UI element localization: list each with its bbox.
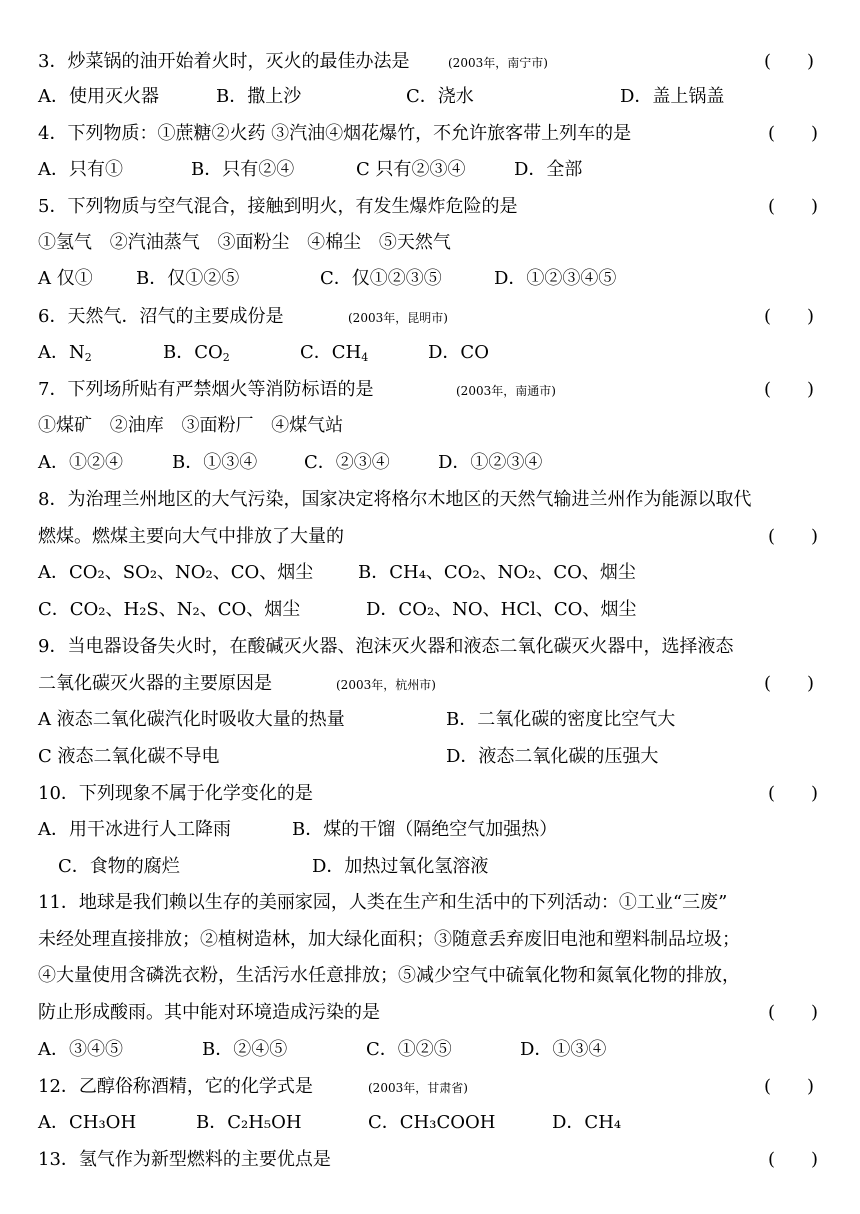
q12-stem-line [38, 1072, 830, 1102]
q7-option-b: B．①③④ [172, 452, 258, 473]
q12-answer-bracket: ( ) [764, 1076, 815, 1097]
q9-option-b: B．二氧化碳的密度比空气大 [446, 709, 676, 730]
q4-option-a: A．只有① [38, 159, 123, 180]
q8-option-c: C．CO₂、H₂S、N₂、CO、烟尘 [38, 599, 301, 620]
q5-option-b: B．仅①②⑤ [136, 268, 240, 289]
q13-answer-bracket: ( ) [768, 1149, 819, 1170]
q6-stem: 6．天然气．沼气的主要成份是 [38, 306, 284, 327]
q7-option-c: C．②③④ [304, 452, 390, 473]
q4-stem: 4．下列物质：①蔗糖②火药 ③汽油④烟花爆竹，不允许旅客带上列车的是 [38, 123, 632, 144]
q11-answer-bracket: ( ) [768, 1002, 819, 1023]
q7-source: (2003年，南通市) [456, 384, 556, 398]
q11-stem-line-1 [38, 888, 830, 918]
q9-answer-bracket: ( ) [764, 673, 815, 694]
q3-source: (2003年，南宁市) [448, 56, 548, 70]
q8-stem-line-2 [38, 522, 830, 552]
q12-options [38, 1108, 830, 1138]
q3-option-c: C．浇水 [406, 86, 474, 107]
q8-stem-line-1 [38, 485, 830, 515]
q3-option-b: B．撒上沙 [216, 86, 302, 107]
q9-option-a: A 液态二氧化碳汽化时吸收大量的热量 [38, 709, 345, 730]
q5-items [38, 228, 830, 258]
q10-stem-line [38, 779, 830, 809]
q10-option-d: D．加热过氧化氢溶液 [312, 856, 489, 877]
q11-stem-3: ④大量使用含磷洗衣粉，生活污水任意排放；⑤减少空气中硫氧化物和氮氧化物的排放， [38, 965, 740, 986]
q7-options [38, 448, 830, 478]
q6-source: (2003年，昆明市) [348, 311, 448, 325]
q7-option-a: A．①②④ [38, 452, 123, 473]
q11-stem-2: 未经处理直接排放；②植树造林，加大绿化面积；③随意丢弃废旧电池和塑料制品垃圾； [38, 929, 740, 950]
q8-option-a: A．CO₂、SO₂、NO₂、CO、烟尘 [38, 562, 314, 583]
q9-stem-1: 9．当电器设备失火时，在酸碱灭火器、泡沫灭火器和液态二氧化碳灭火器中，选择液态 [38, 636, 734, 657]
q4-option-d: D．全部 [514, 159, 583, 180]
q6-answer-bracket: ( ) [764, 306, 815, 327]
q4-option-c: C 只有②③④ [356, 159, 466, 180]
q5-stem-line [38, 192, 830, 222]
q11-option-c: C．①②⑤ [366, 1039, 452, 1060]
q11-stem-1: 11．地球是我们赖以生存的美丽家园，人类在生产和生活中的下列活动：①工业“三废” [38, 892, 728, 913]
q5-option-c: C．仅①②③⑤ [320, 268, 442, 289]
q9-option-d: D．液态二氧化碳的压强大 [446, 746, 659, 767]
q9-options-row-2 [38, 742, 830, 772]
q7-answer-bracket: ( ) [764, 379, 815, 400]
q9-stem-2: 二氧化碳灭火器的主要原因是 [38, 673, 272, 694]
q11-option-d: D．①③④ [520, 1039, 607, 1060]
q3-stem: 3．炒菜锅的油开始着火时，灭火的最佳办法是 [38, 51, 410, 72]
q10-option-b: B．煤的干馏（隔绝空气加强热） [292, 819, 558, 840]
q7-place-list: ①煤矿 ②油库 ③面粉厂 ④煤气站 [38, 415, 344, 436]
q8-options-row-1 [38, 558, 830, 588]
q10-answer-bracket: ( ) [768, 783, 819, 804]
q6-option-b: B．$CO_2$ [163, 342, 230, 364]
q9-stem-line-1 [38, 632, 830, 662]
q9-stem-line-2 [38, 669, 830, 699]
q5-stem: 5．下列物质与空气混合，接触到明火，有发生爆炸危险的是 [38, 196, 518, 217]
q5-option-d: D．①②③④⑤ [494, 268, 617, 289]
q13-stem-line [38, 1145, 830, 1175]
q6-option-d: D．CO [428, 342, 489, 363]
q3-answer-bracket: ( ) [764, 51, 815, 72]
q12-stem: 12．乙醇俗称酒精，它的化学式是 [38, 1076, 313, 1097]
q3-option-a: A．使用灭火器 [38, 86, 159, 107]
q6-option-c: C．$CH_4$ [300, 342, 369, 364]
q13-stem: 13．氢气作为新型燃料的主要优点是 [38, 1149, 331, 1170]
q11-stem-line-2 [38, 925, 830, 955]
q5-answer-bracket: ( ) [768, 196, 819, 217]
q10-stem: 10．下列现象不属于化学变化的是 [38, 783, 313, 804]
q7-stem: 7．下列场所贴有严禁烟火等消防标语的是 [38, 379, 374, 400]
q8-option-b: B．CH₄、CO₂、NO₂、CO、烟尘 [358, 562, 636, 583]
q10-option-c: C．食物的腐烂 [58, 856, 180, 877]
q12-option-d: D．CH₄ [552, 1112, 622, 1133]
q8-answer-bracket: ( ) [768, 526, 819, 547]
q12-source: (2003年，甘肃省) [368, 1081, 468, 1095]
q4-option-b: B．只有②④ [191, 159, 295, 180]
q6-option-a: A．$N_2$ [38, 342, 92, 364]
q12-option-c: C．CH₃COOH [368, 1112, 496, 1133]
q12-option-b: B．C₂H₅OH [196, 1112, 302, 1133]
q3-options [38, 82, 830, 112]
q11-stem-line-3 [38, 961, 830, 991]
q9-option-c: C 液态二氧化碳不导电 [38, 746, 220, 767]
q11-option-b: B．②④⑤ [202, 1039, 288, 1060]
q8-stem-1: 8．为治理兰州地区的大气污染，国家决定将格尔木地区的天然气输进兰州作为能源以取代 [38, 489, 752, 510]
q9-options-row-1 [38, 705, 830, 735]
q4-answer-bracket: ( ) [768, 123, 819, 144]
q6-options [38, 338, 830, 368]
q3-stem-line [38, 47, 830, 77]
q5-substance-list: ①氢气 ②汽油蒸气 ③面粉尘 ④棉尘 ⑤天然气 [38, 232, 451, 253]
q10-options-row-2 [38, 852, 830, 882]
q8-stem-2: 燃煤。燃煤主要向大气中排放了大量的 [38, 526, 344, 547]
q6-stem-line [38, 302, 830, 332]
q7-option-d: D．①②③④ [438, 452, 543, 473]
q3-option-d: D．盖上锅盖 [620, 86, 725, 107]
q5-option-a: A 仅① [38, 268, 93, 289]
q4-stem-line [38, 119, 830, 149]
q10-option-a: A．用干冰进行人工降雨 [38, 819, 231, 840]
q10-options-row-1 [38, 815, 830, 845]
q11-option-a: A．③④⑤ [38, 1039, 123, 1060]
q8-options-row-2 [38, 595, 830, 625]
q7-stem-line [38, 375, 830, 405]
q11-options [38, 1035, 830, 1065]
q9-source: (2003年，杭州市) [336, 678, 436, 692]
q5-options [38, 264, 830, 294]
q7-items [38, 411, 830, 441]
q4-options [38, 155, 830, 185]
q11-stem-4: 防止形成酸雨。其中能对环境造成污染的是 [38, 1002, 380, 1023]
q8-option-d: D．CO₂、NO、HCl、CO、烟尘 [366, 599, 637, 620]
q11-stem-line-4 [38, 998, 830, 1028]
q12-option-a: A．CH₃OH [38, 1112, 137, 1133]
